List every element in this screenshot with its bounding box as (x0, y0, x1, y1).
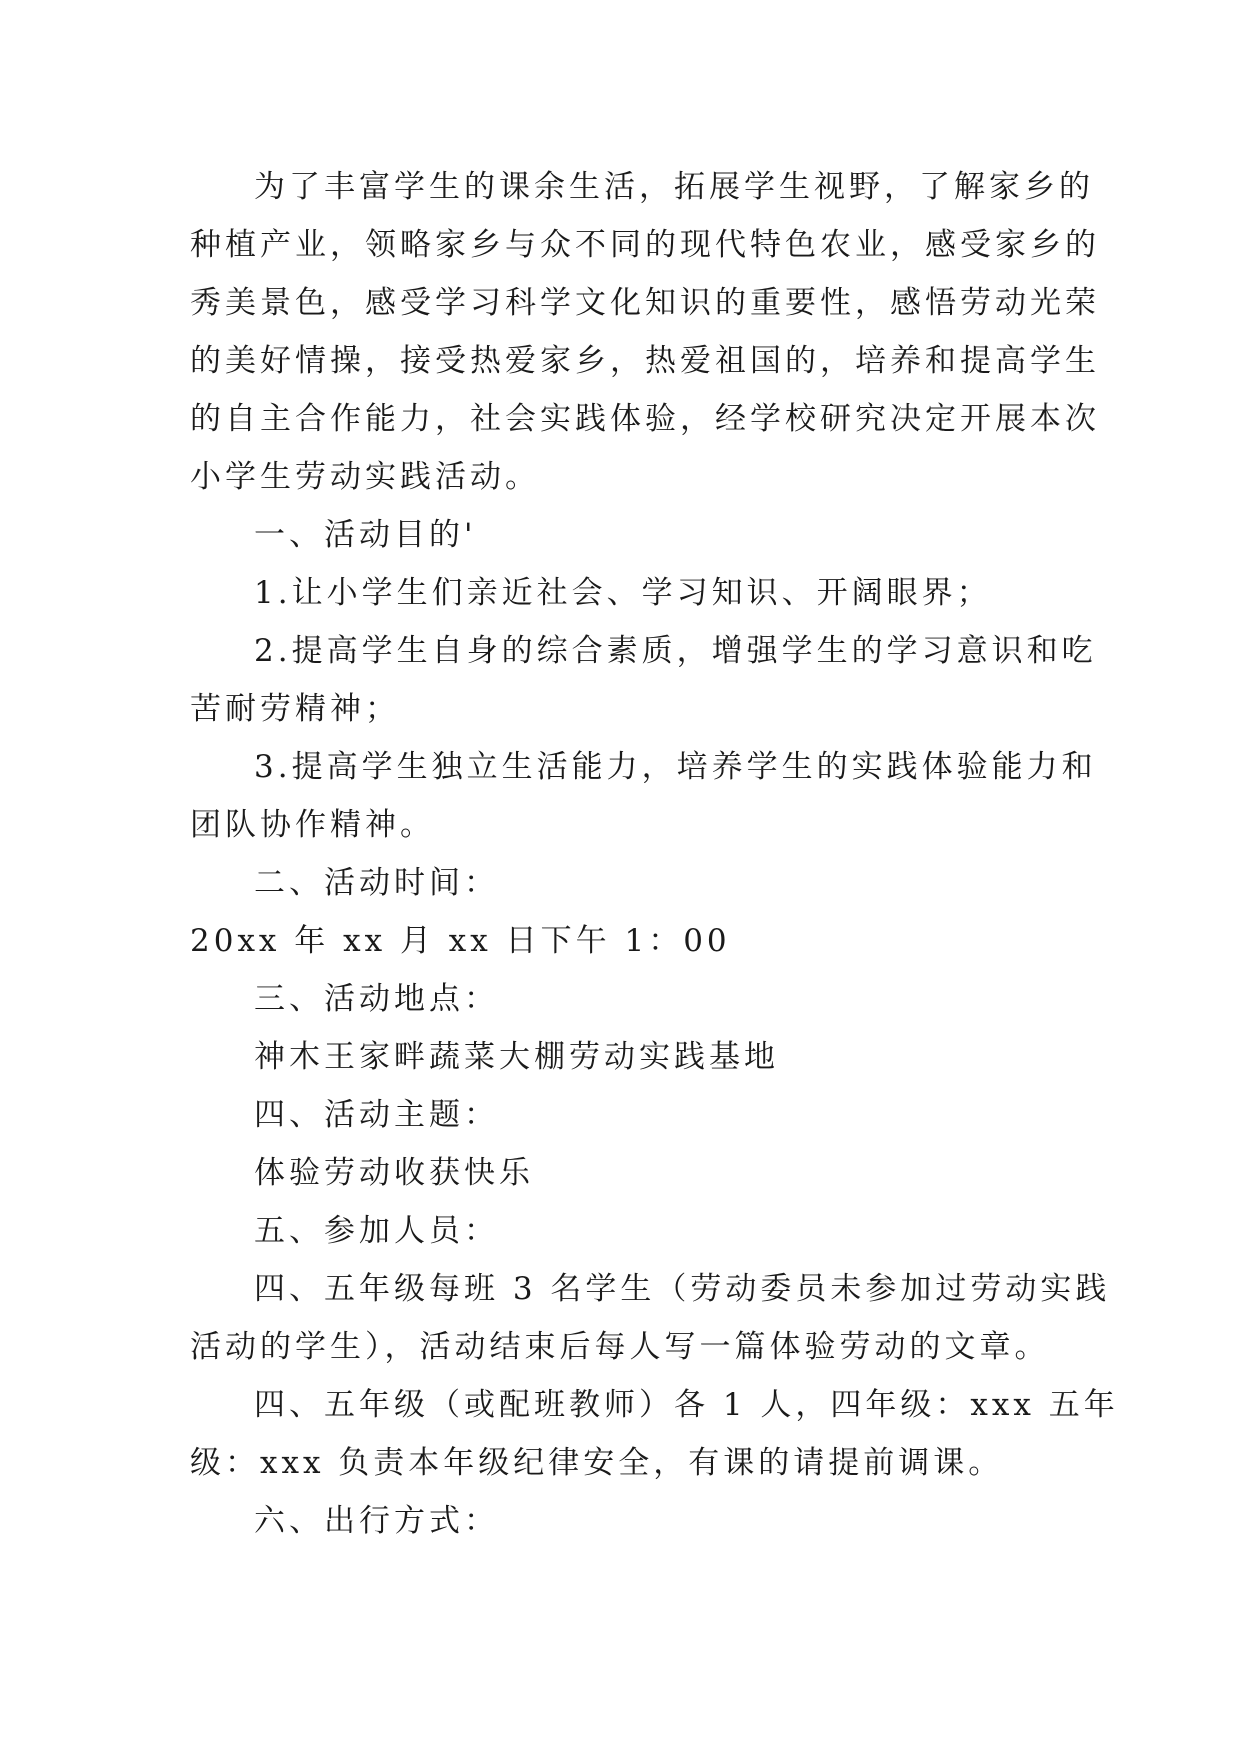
paragraph-line: 的自主合作能力，社会实践体验，经学校研究决定开展本次 (190, 401, 1100, 437)
section-heading-participants: 五、参加人员： (254, 1213, 499, 1249)
paragraph-line: 苦耐劳精神； (190, 691, 400, 727)
participants-teachers (190, 1376, 1119, 1492)
time-value: 20xx 年 xx 月 xx 日下午 1：00 (190, 923, 731, 959)
section-heading-travel: 六、出行方式： (254, 1503, 499, 1539)
document-body (190, 158, 1119, 1550)
paragraph-line: 四、五年级（或配班教师）各 1 人，四年级：xxx 五年 (254, 1387, 1119, 1423)
paragraph-line: 种植产业，领略家乡与众不同的现代特色农业，感受家乡的 (190, 227, 1100, 263)
intro-paragraph (190, 158, 1100, 506)
theme-value: 体验劳动收获快乐 (254, 1155, 534, 1191)
location-value: 神木王家畔蔬菜大棚劳动实践基地 (254, 1039, 779, 1075)
paragraph-line: 团队协作精神。 (190, 807, 435, 843)
paragraph-line: 的美好情操，接受热爱家乡，热爱祖国的，培养和提高学生 (190, 343, 1100, 379)
paragraph-line: 为了丰富学生的课余生活，拓展学生视野，了解家乡的 (254, 169, 1094, 205)
section-heading-location: 三、活动地点： (254, 981, 499, 1017)
paragraph-line: 2.提高学生自身的综合素质，增强学生的学习意识和吃 (254, 633, 1097, 669)
section-heading-theme: 四、活动主题： (254, 1097, 499, 1133)
purpose-item-3 (190, 738, 1097, 854)
purpose-item-1: 1.让小学生们亲近社会、学习知识、开阔眼界； (254, 575, 992, 611)
section-heading-purpose: 一、活动目的' (254, 517, 477, 553)
paragraph-line: 3.提高学生独立生活能力，培养学生的实践体验能力和 (254, 749, 1097, 785)
purpose-item-2 (190, 622, 1097, 738)
paragraph-line: 秀美景色，感受学习科学文化知识的重要性，感悟劳动光荣 (190, 285, 1100, 321)
paragraph-line: 小学生劳动实践活动。 (190, 459, 540, 495)
participants-students (190, 1260, 1111, 1376)
paragraph-line: 四、五年级每班 3 名学生（劳动委员未参加过劳动实践 (254, 1271, 1111, 1307)
paragraph-line: 活动的学生），活动结束后每人写一篇体验劳动的文章。 (190, 1329, 1050, 1365)
section-heading-time: 二、活动时间： (254, 865, 499, 901)
paragraph-line: 级：xxx 负责本年级纪律安全，有课的请提前调课。 (190, 1445, 1004, 1481)
